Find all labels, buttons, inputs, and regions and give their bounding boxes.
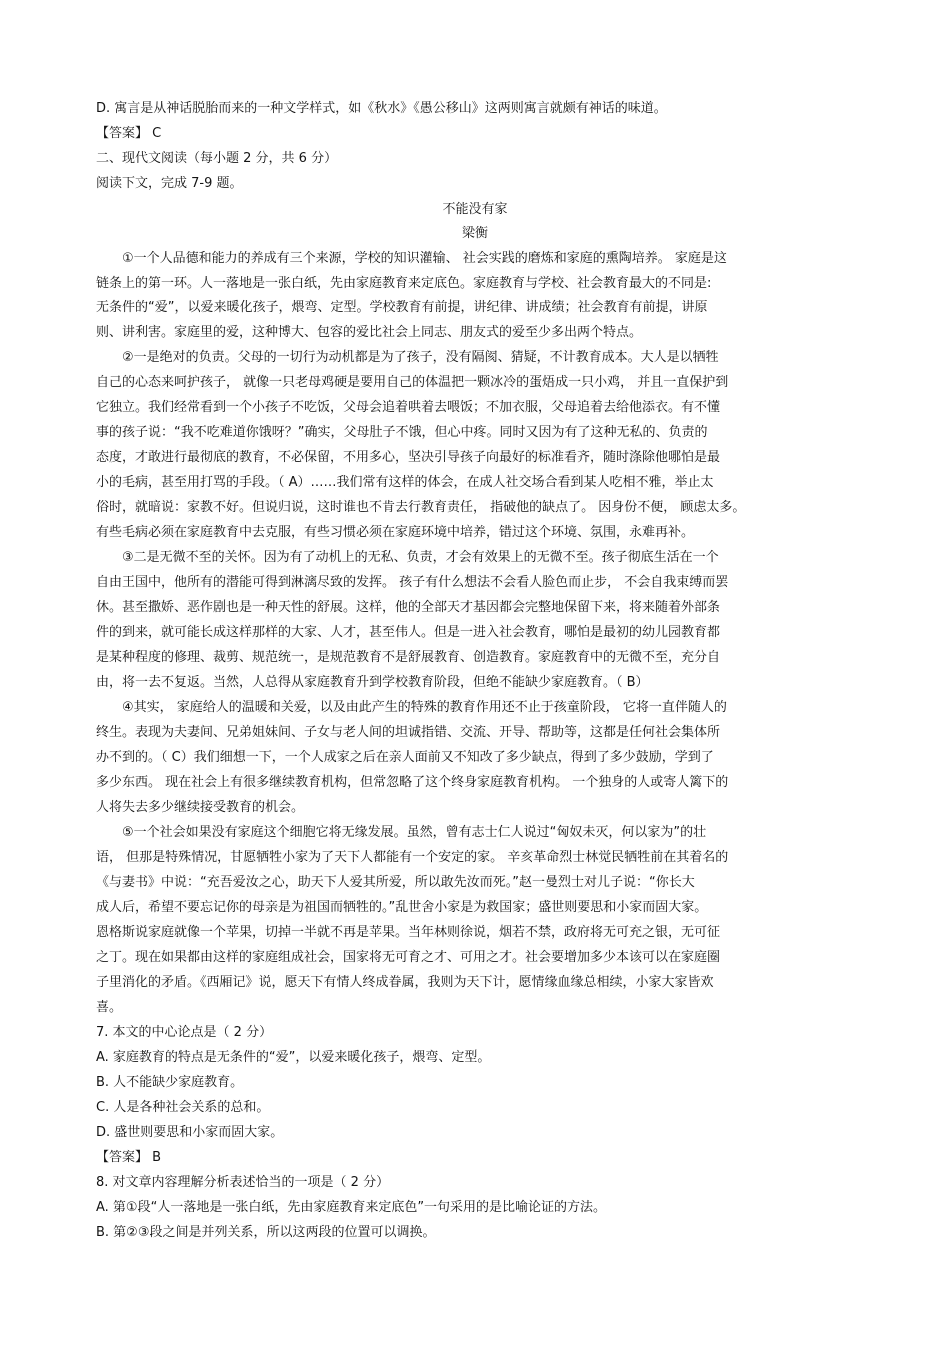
paragraph-line: 之丁。现在如果都由这样的家庭组成社会，国家将无可育之才、可用之才。社会要增加多少本该可以在家庭圈: [96, 950, 721, 965]
paragraph-line: 成人后，希望不要忘记你的母亲是为祖国而牺牲的。”乱世舍小家是为救国家；盛世则要思和小家而固大家。: [96, 900, 708, 915]
paragraph-line: ④其实， 家庭给人的温暖和关爱，以及由此产生的特殊的教育作用还不止于孩童阶段， 它将一直伴随人的: [122, 700, 727, 715]
q7-option-a: A. 家庭教育的特点是无条件的“爱”，以爱来暖化孩子，煨弯、定型。: [96, 1050, 491, 1065]
q7-answer: 【答案】 B: [96, 1150, 162, 1165]
q7-option-d: D. 盛世则要思和小家而固大家。: [96, 1125, 284, 1140]
q8-option-a: A. 第①段“人一落地是一张白纸，先由家庭教育来定底色”一句采用的是比喻论证的方法。: [96, 1200, 607, 1215]
paragraph-line: 人将失去多少继续接受教育的机会。: [96, 800, 305, 815]
paragraph-line: 则、讲利害。家庭里的爱，这种博大、包容的爱比社会上同志、朋友式的爱至少多出两个特点。: [96, 325, 643, 340]
paragraph-line: 俗时，就暗说：家教不好。但说归说，这时谁也不肯去行教育责任， 指破他的缺点了。 因身份不便， 顾虑太多。: [96, 500, 746, 515]
question-8: 8. 对文章内容理解分析表述恰当的一项是（ 2 分）: [96, 1175, 390, 1190]
paragraph-line: 由，将一去不复返。当然，人总得从家庭教育升到学校教育阶段，但绝不能缺少家庭教育。（ B）: [96, 675, 649, 690]
q8-option-b: B. 第②③段之间是并列关系，所以这两段的位置可以调换。: [96, 1225, 436, 1240]
paragraph-line: 终生。表现为夫妻间、兄弟姐妹间、子女与老人间的坦诚指错、交流、开导、帮助等，这都是任何社会集体所: [96, 725, 721, 740]
paragraph-line: 《与妻书》中说：“充吾爱汝之心，助天下人爱其所爱，所以敢先汝而死。”赵一曼烈士对儿子说：“你长大: [96, 875, 695, 890]
question-7: 7. 本文的中心论点是（ 2 分）: [96, 1025, 273, 1040]
paragraph-line: 态度，才敢进行最彻底的教育，不必保留，不用多心，坚决引导孩子向最好的标准看齐，随时涤除他哪怕是最: [96, 450, 721, 465]
q7-option-b: B. 人不能缺少家庭教育。: [96, 1075, 244, 1090]
article-author: 梁衡: [461, 226, 488, 241]
paragraph-line: ③二是无微不至的关怀。因为有了动机上的无私、负责，才会有效果上的无微不至。孩子彻底生活在一个: [122, 550, 719, 565]
paragraph-line: 办不到的。（ C）我们细想一下，一个人成家之后在亲人面前又不知改了多少缺点，得到了多少鼓励，学到了: [96, 750, 714, 765]
paragraph-line: 多少东西。 现在社会上有很多继续教育机构，但常忽略了这个终身家庭教育机构。 一个独身的人或寄人篱下的: [96, 775, 729, 790]
paragraph-line: 自由王国中，他所有的潜能可得到淋漓尽致的发挥。 孩子有什么想法不会看人脸色而止步， 不会自我束缚而罢: [96, 575, 729, 590]
paragraph-line: 无条件的“爱”，以爱来暖化孩子，煨弯、定型。学校教育有前提，讲纪律、讲成绩；社会教育有前提，讲原: [96, 300, 708, 315]
paragraph-line: ⑤一个社会如果没有家庭这个细胞它将无缘发展。虽然，曾有志士仁人说过“匈奴未灭，何以家为”的壮: [122, 825, 707, 840]
paragraph-line: 事的孩子说：“我不吃难道你饿呀？”确实，父母肚子不饿，但心中疼。同时又因为有了这种无私的、负责的: [96, 425, 708, 440]
paragraph-line: 是某种程度的修理、裁剪、规范统一，是规范教育不是舒展教育、创造教育。家庭教育中的无微不至，充分自: [96, 650, 721, 665]
paragraph-line: 休。甚至撒娇、恶作剧也是一种天性的舒展。这样，他的全部天才基因都会完整地保留下来，将来随着外部条: [96, 600, 721, 615]
section-heading: 二、现代文阅读（每小题 2 分，共 6 分）: [96, 151, 338, 166]
option-d-prev: D. 寓言是从神话脱胎而来的一种文学样式，如《秋水》《愚公移山》这两则寓言就颇有神话的味道。: [96, 101, 667, 116]
paragraph-line: 恩格斯说家庭就像一个苹果，切掉一半就不再是苹果。当年林则徐说，烟若不禁，政府将无可充之银，无可征: [96, 925, 721, 940]
paragraph-line: ②一是绝对的负责。父母的一切行为动机都是为了孩子，没有隔阂、猜疑，不计教育成本。大人是以牺牲: [122, 350, 719, 365]
paragraph-line: 语， 但那是特殊情况，甘愿牺牲小家为了天下人都能有一个安定的家。 辛亥革命烈士林觉民牺牲前在其着名的: [96, 850, 729, 865]
paragraph-line: 它独立。我们经常看到一个小孩子不吃饭，父母会追着哄着去喂饭；不加衣服，父母追着去给他添衣。有不懂: [96, 400, 721, 415]
paragraph-line: 自己的心态来呵护孩子， 就像一只老母鸡硬是要用自己的体温把一颗冰冷的蛋焐成一只小鸡， 并且一直保护到: [96, 375, 729, 390]
paragraph-line: 喜。: [96, 1000, 123, 1015]
paragraph-line: 子里消化的矛盾。《西厢记》说，愿天下有情人终成眷属，我则为天下计，愿情缘血缘总相续，小家大家皆欢: [96, 975, 714, 990]
q7-option-c: C. 人是各种社会关系的总和。: [96, 1100, 270, 1115]
paragraph-line: 小的毛病，甚至用打骂的手段。（ A）……我们常有这样的体会，在成人社交场合看到某人吃相不雅，举止太: [96, 475, 714, 490]
paragraph-line: ①一个人品德和能力的养成有三个来源，学校的知识灌输、 社会实践的磨炼和家庭的熏陶培养。 家庭是这: [122, 251, 727, 266]
paragraph-line: 件的到来，就可能长成这样那样的大家、人才，甚至伟人。但是一进入社会教育，哪怕是最初的幼儿园教育都: [96, 625, 721, 640]
paragraph-line: 有些毛病必须在家庭教育中去克服，有些习惯必须在家庭环境中培养，错过这个环境、氛围，永难再补。: [96, 525, 695, 540]
article-title: 不能没有家: [442, 202, 508, 217]
reading-instruction: 阅读下文，完成 7-9 题。: [96, 176, 243, 191]
paragraph-line: 链条上的第一环。人一落地是一张白纸，先由家庭教育来定底色。家庭教育与学校、社会教育最大的不同是:: [96, 276, 712, 291]
answer-prev: 【答案】 C: [96, 126, 162, 141]
